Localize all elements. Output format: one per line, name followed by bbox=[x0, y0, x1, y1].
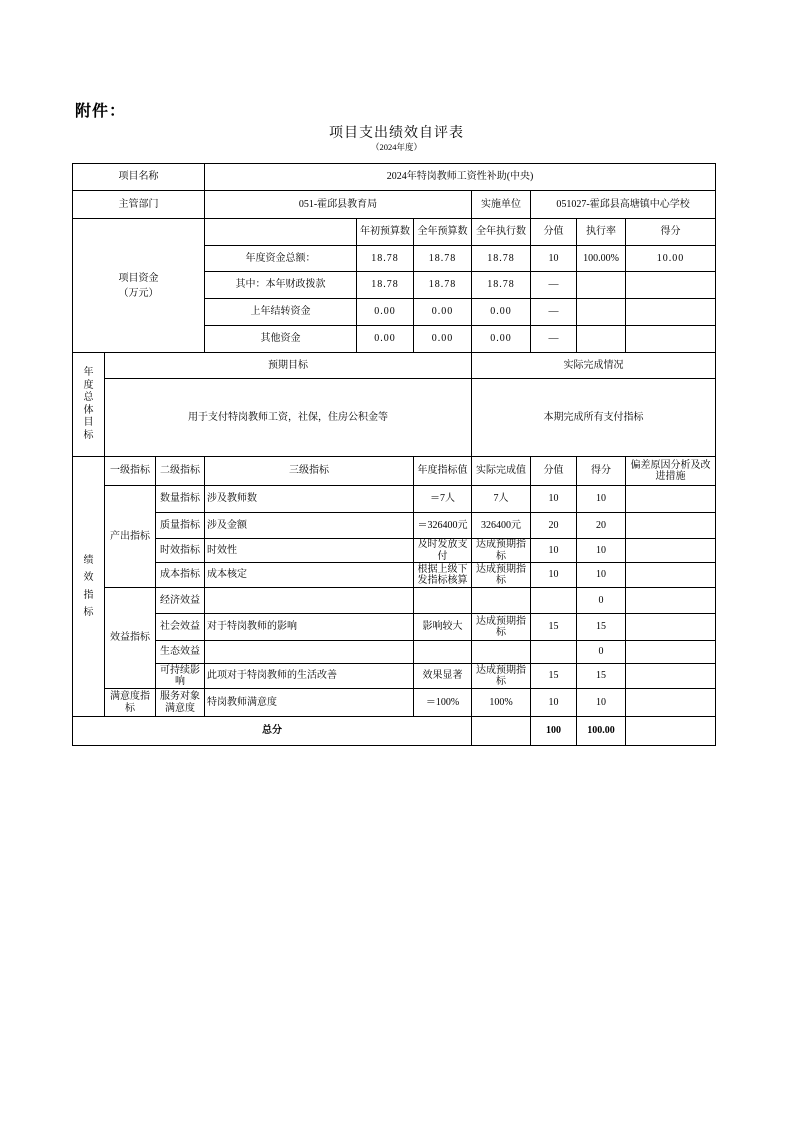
document-title: 项目支出绩效自评表 bbox=[329, 126, 464, 141]
indicator-score: 20 bbox=[577, 513, 626, 539]
indicator-target: ＝100% bbox=[414, 689, 472, 717]
funds-score bbox=[626, 326, 716, 353]
indicator-target: ＝326400元 bbox=[414, 513, 472, 539]
indicator-weight: 10 bbox=[531, 689, 577, 717]
funds-weight: 10 bbox=[531, 246, 577, 272]
funds-execution-rate bbox=[577, 299, 626, 326]
indicator-level3: 涉及教师数 bbox=[205, 486, 414, 513]
funds-item: 其他资金 bbox=[205, 326, 357, 353]
attachment-label: 附件： bbox=[75, 103, 127, 120]
funds-label-cell bbox=[73, 219, 205, 353]
implementing-unit-label: 实施单位 bbox=[472, 191, 531, 219]
indicator-actual bbox=[472, 588, 531, 614]
total-deviation-blank bbox=[626, 717, 716, 746]
indicator-target: 及时发放支付 bbox=[414, 539, 472, 563]
indicator-level2: 社会效益 bbox=[156, 614, 205, 641]
indicator-weight: 20 bbox=[531, 513, 577, 539]
indicator-weight: 10 bbox=[531, 539, 577, 563]
annual-goal-label-cell bbox=[73, 353, 105, 457]
implementing-unit-value: 051027-霍邱县高塘镇中心学校 bbox=[531, 191, 716, 219]
indicator-row bbox=[73, 588, 716, 614]
funds-unit-label: （万元） bbox=[118, 287, 159, 299]
funds-header-blank bbox=[205, 219, 357, 246]
indicator-actual: 7人 bbox=[472, 486, 531, 513]
indicators-header-score: 得分 bbox=[577, 457, 626, 486]
funds-weight: — bbox=[531, 272, 577, 299]
funds-executed: 0.00 bbox=[472, 326, 531, 353]
funds-annual-budget: 18.78 bbox=[414, 272, 472, 299]
indicators-header-target: 年度指标值 bbox=[414, 457, 472, 486]
indicator-level3: 时效性 bbox=[205, 539, 414, 563]
indicator-deviation bbox=[626, 689, 716, 717]
indicator-actual: 326400元 bbox=[472, 513, 531, 539]
indicator-level3 bbox=[205, 641, 414, 664]
project-name-row bbox=[73, 164, 716, 191]
indicator-level2: 时效指标 bbox=[156, 539, 205, 563]
indicator-score: 10 bbox=[577, 563, 626, 588]
indicator-weight bbox=[531, 641, 577, 664]
indicator-level3: 成本核定 bbox=[205, 563, 414, 588]
total-row bbox=[73, 717, 716, 746]
funds-weight: — bbox=[531, 299, 577, 326]
indicator-level3: 特岗教师满意度 bbox=[205, 689, 414, 717]
indicator-row bbox=[73, 689, 716, 717]
indicator-score: 15 bbox=[577, 614, 626, 641]
indicator-deviation bbox=[626, 539, 716, 563]
total-score: 100.00 bbox=[577, 717, 626, 746]
funds-header-annual-budget: 全年预算数 bbox=[414, 219, 472, 246]
department-label: 主管部门 bbox=[73, 191, 205, 219]
indicator-target: 效果显著 bbox=[414, 664, 472, 689]
annual-goal-label: 年度总体目标 bbox=[83, 367, 94, 441]
indicator-score: 10 bbox=[577, 486, 626, 513]
funds-initial-budget: 0.00 bbox=[357, 326, 414, 353]
indicator-deviation bbox=[626, 614, 716, 641]
indicator-score: 10 bbox=[577, 689, 626, 717]
funds-header-execution-rate: 执行率 bbox=[577, 219, 626, 246]
expected-goal-text: 用于支付特岗教师工资，社保，住房公积金等 bbox=[105, 379, 472, 457]
indicator-level2: 数量指标 bbox=[156, 486, 205, 513]
funds-executed: 18.78 bbox=[472, 272, 531, 299]
indicator-weight bbox=[531, 588, 577, 614]
indicator-row bbox=[73, 539, 716, 563]
indicator-level2: 质量指标 bbox=[156, 513, 205, 539]
indicator-level1: 满意度指标 bbox=[105, 689, 156, 717]
funds-initial-budget: 18.78 bbox=[357, 246, 414, 272]
indicator-row bbox=[73, 513, 716, 539]
annual-goal-content-row bbox=[73, 379, 716, 457]
funds-item: 上年结转资金 bbox=[205, 299, 357, 326]
indicator-row bbox=[73, 641, 716, 664]
department-row bbox=[73, 191, 716, 219]
indicator-row bbox=[73, 486, 716, 513]
indicator-row bbox=[73, 664, 716, 689]
indicator-level3: 对于特岗教师的影响 bbox=[205, 614, 414, 641]
indicator-deviation bbox=[626, 588, 716, 614]
funds-label: 项目资金 bbox=[118, 272, 159, 284]
funds-executed: 18.78 bbox=[472, 246, 531, 272]
indicator-actual: 达成预期指标 bbox=[472, 539, 531, 563]
indicator-level3: 此项对于特岗教师的生活改善 bbox=[205, 664, 414, 689]
funds-annual-budget: 0.00 bbox=[414, 326, 472, 353]
indicator-weight: 15 bbox=[531, 614, 577, 641]
funds-item: 其中：本年财政拨款 bbox=[205, 272, 357, 299]
annual-goal-header-row bbox=[73, 353, 716, 379]
indicator-score: 0 bbox=[577, 641, 626, 664]
indicator-level3 bbox=[205, 588, 414, 614]
indicators-header-row bbox=[73, 457, 716, 486]
indicators-header-deviation: 偏差原因分析及改进措施 bbox=[626, 457, 716, 486]
funds-item: 年度资金总额： bbox=[205, 246, 357, 272]
indicator-weight: 15 bbox=[531, 664, 577, 689]
indicators-header-weight: 分值 bbox=[531, 457, 577, 486]
indicator-actual: 达成预期指标 bbox=[472, 664, 531, 689]
self-evaluation-table bbox=[72, 163, 716, 746]
indicator-level2: 生态效益 bbox=[156, 641, 205, 664]
funds-score bbox=[626, 299, 716, 326]
indicator-target: 根据上级下发指标核算 bbox=[414, 563, 472, 588]
total-weight: 100 bbox=[531, 717, 577, 746]
funds-header-weight: 分值 bbox=[531, 219, 577, 246]
department-value: 051-霍邱县教育局 bbox=[205, 191, 472, 219]
indicator-deviation bbox=[626, 664, 716, 689]
funds-initial-budget: 0.00 bbox=[357, 299, 414, 326]
funds-annual-budget: 18.78 bbox=[414, 246, 472, 272]
indicator-deviation bbox=[626, 513, 716, 539]
funds-header-executed: 全年执行数 bbox=[472, 219, 531, 246]
funds-executed: 0.00 bbox=[472, 299, 531, 326]
indicator-target: 影响较大 bbox=[414, 614, 472, 641]
indicator-actual: 100% bbox=[472, 689, 531, 717]
expected-goal-header: 预期目标 bbox=[105, 353, 472, 379]
funds-header-score: 得分 bbox=[626, 219, 716, 246]
indicator-target bbox=[414, 641, 472, 664]
indicator-weight: 10 bbox=[531, 563, 577, 588]
project-name-label: 项目名称 bbox=[73, 164, 205, 191]
indicator-deviation bbox=[626, 641, 716, 664]
indicator-actual bbox=[472, 641, 531, 664]
project-name-value: 2024年特岗教师工资性补助(中央) bbox=[205, 164, 716, 191]
funds-execution-rate bbox=[577, 272, 626, 299]
indicators-label: 绩效指标 bbox=[83, 554, 94, 618]
indicator-row bbox=[73, 614, 716, 641]
indicator-weight: 10 bbox=[531, 486, 577, 513]
indicators-header-level2: 二级指标 bbox=[156, 457, 205, 486]
indicator-actual: 达成预期指标 bbox=[472, 614, 531, 641]
indicator-level1: 产出指标 bbox=[105, 486, 156, 588]
indicators-header-level1: 一级指标 bbox=[105, 457, 156, 486]
indicator-level2: 成本指标 bbox=[156, 563, 205, 588]
total-actual-blank bbox=[472, 717, 531, 746]
funds-annual-budget: 0.00 bbox=[414, 299, 472, 326]
indicator-deviation bbox=[626, 486, 716, 513]
indicator-actual: 达成预期指标 bbox=[472, 563, 531, 588]
indicator-target bbox=[414, 588, 472, 614]
funds-score bbox=[626, 272, 716, 299]
funds-score: 10.00 bbox=[626, 246, 716, 272]
indicator-score: 15 bbox=[577, 664, 626, 689]
indicator-score: 10 bbox=[577, 539, 626, 563]
document-year: （2024年度） bbox=[370, 142, 422, 152]
indicator-level1: 效益指标 bbox=[105, 588, 156, 689]
indicator-row bbox=[73, 563, 716, 588]
indicator-target: ＝7人 bbox=[414, 486, 472, 513]
total-label: 总分 bbox=[73, 717, 472, 746]
indicator-level2: 经济效益 bbox=[156, 588, 205, 614]
indicator-deviation bbox=[626, 563, 716, 588]
funds-execution-rate bbox=[577, 326, 626, 353]
actual-goal-text: 本期完成所有支付指标 bbox=[472, 379, 716, 457]
funds-header-initial-budget: 年初预算数 bbox=[357, 219, 414, 246]
funds-weight: — bbox=[531, 326, 577, 353]
indicator-level2: 服务对象满意度 bbox=[156, 689, 205, 717]
indicators-header-level3: 三级指标 bbox=[205, 457, 414, 486]
indicator-level2: 可持续影响 bbox=[156, 664, 205, 689]
indicators-header-actual: 实际完成值 bbox=[472, 457, 531, 486]
funds-header-row bbox=[73, 219, 716, 246]
funds-execution-rate: 100.00% bbox=[577, 246, 626, 272]
indicators-label-cell bbox=[73, 457, 105, 717]
funds-initial-budget: 18.78 bbox=[357, 272, 414, 299]
indicator-score: 0 bbox=[577, 588, 626, 614]
indicator-level3: 涉及金额 bbox=[205, 513, 414, 539]
actual-goal-header: 实际完成情况 bbox=[472, 353, 716, 379]
